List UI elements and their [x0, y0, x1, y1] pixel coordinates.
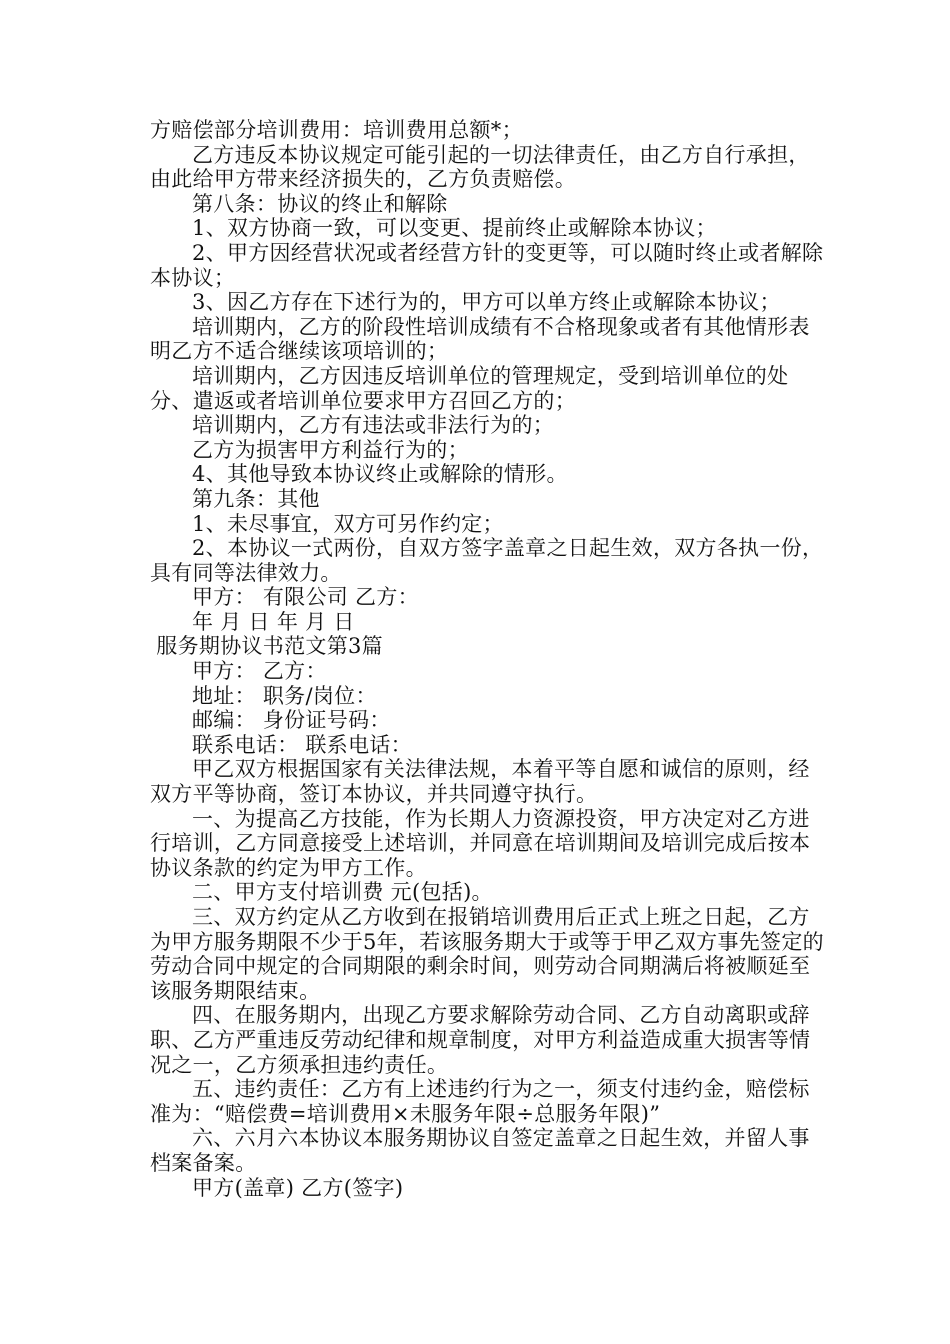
paragraph: 一、为提高乙方技能，作为长期人力资源投资，甲方决定对乙方进行培训，乙方同意接受上述培训，并同意在培训期间及培训完成后按本协议条款的约定为甲方工作。	[150, 806, 811, 880]
paragraph: 乙方为损害甲方利益行为的；	[192, 437, 469, 462]
paragraph: 甲方： 乙方：	[192, 659, 327, 684]
paragraph: 甲方(盖章) 乙方(签字)	[192, 1175, 404, 1200]
paragraph: 1、双方协商一致，可以变更、提前终止或解除本协议；	[192, 216, 717, 241]
paragraph: 甲乙双方根据国家有关法律法规，本着平等自愿和诚信的原则，经双方平等协商，签订本协议，并共同遵守执行。	[150, 757, 810, 807]
paragraph: 六、六月六本协议本服务期协议自签定盖章之日起生效，并留人事档案备案。	[150, 1126, 810, 1175]
paragraph: 培训期内，乙方因违反培训单位的管理规定，受到培训单位的处分、遣返或者培训单位要求甲方召回乙方的；	[150, 363, 789, 413]
paragraph: 乙方违反本协议规定可能引起的一切法律责任，由乙方自行承担，由此给甲方带来经济损失的，乙方负责赔偿。	[150, 142, 810, 192]
paragraph: 联系电话： 联系电话：	[192, 732, 412, 757]
paragraph: 2、本协议一式两份，自双方签字盖章之日起生效，双方各执一份，具有同等法律效力。	[150, 536, 824, 585]
paragraph: 第八条：协议的终止和解除	[192, 191, 448, 216]
paragraph: 3、因乙方存在下述行为的，甲方可以单方终止或解除本协议；	[192, 290, 781, 315]
paragraph: 四、在服务期内，出现乙方要求解除劳动合同、乙方自动离职或辞职、乙方严重违反劳动纪律和规章制度，对甲方利益造成重大损害等情况之一，乙方须承担违约责任。	[150, 1003, 811, 1077]
paragraph: 2、甲方因经营状况或者经营方针的变更等，可以随时终止或者解除本协议；	[150, 240, 824, 290]
paragraph: 培训期内，乙方有违法或非法行为的；	[192, 413, 555, 438]
document-body	[150, 118, 830, 1200]
paragraph: 培训期内，乙方的阶段性培训成绩有不合格现象或者有其他情形表明乙方不适合继续该项培训的；	[150, 314, 810, 364]
paragraph: 年 月 日 年 月 日	[192, 609, 355, 634]
paragraph: 1、未尽事宜，双方可另作约定；	[192, 511, 504, 536]
paragraph: 4、其他导致本协议终止或解除的情形。	[192, 462, 568, 487]
paragraph: 五、违约责任：乙方有上述违约行为之一，须支付违约金，赔偿标准为：“赔偿费=培训费用×未服务年限÷总服务年限)”	[150, 1077, 810, 1126]
section-title: 服务期协议书范文第3篇	[156, 634, 383, 659]
paragraph: 三、双方约定从乙方收到在报销培训费用后正式上班之日起，乙方为甲方服务期限不少于5年，若该服务期大于或等于甲乙双方事先签定的劳动合同中规定的合同期限的剩余时间，则劳动合同期满后将被顺延至该服务期限结束。	[150, 905, 824, 1003]
paragraph: 第九条：其他	[192, 486, 320, 511]
paragraph: 邮编： 身份证号码：	[192, 708, 391, 733]
paragraph: 二、甲方支付培训费 元(包括)。	[192, 880, 493, 905]
paragraph: 甲方： 有限公司 乙方：	[192, 585, 419, 610]
paragraph: 方赔偿部分培训费用：培训费用总额*；	[150, 118, 523, 142]
paragraph: 地址： 职务/岗位：	[192, 683, 377, 708]
